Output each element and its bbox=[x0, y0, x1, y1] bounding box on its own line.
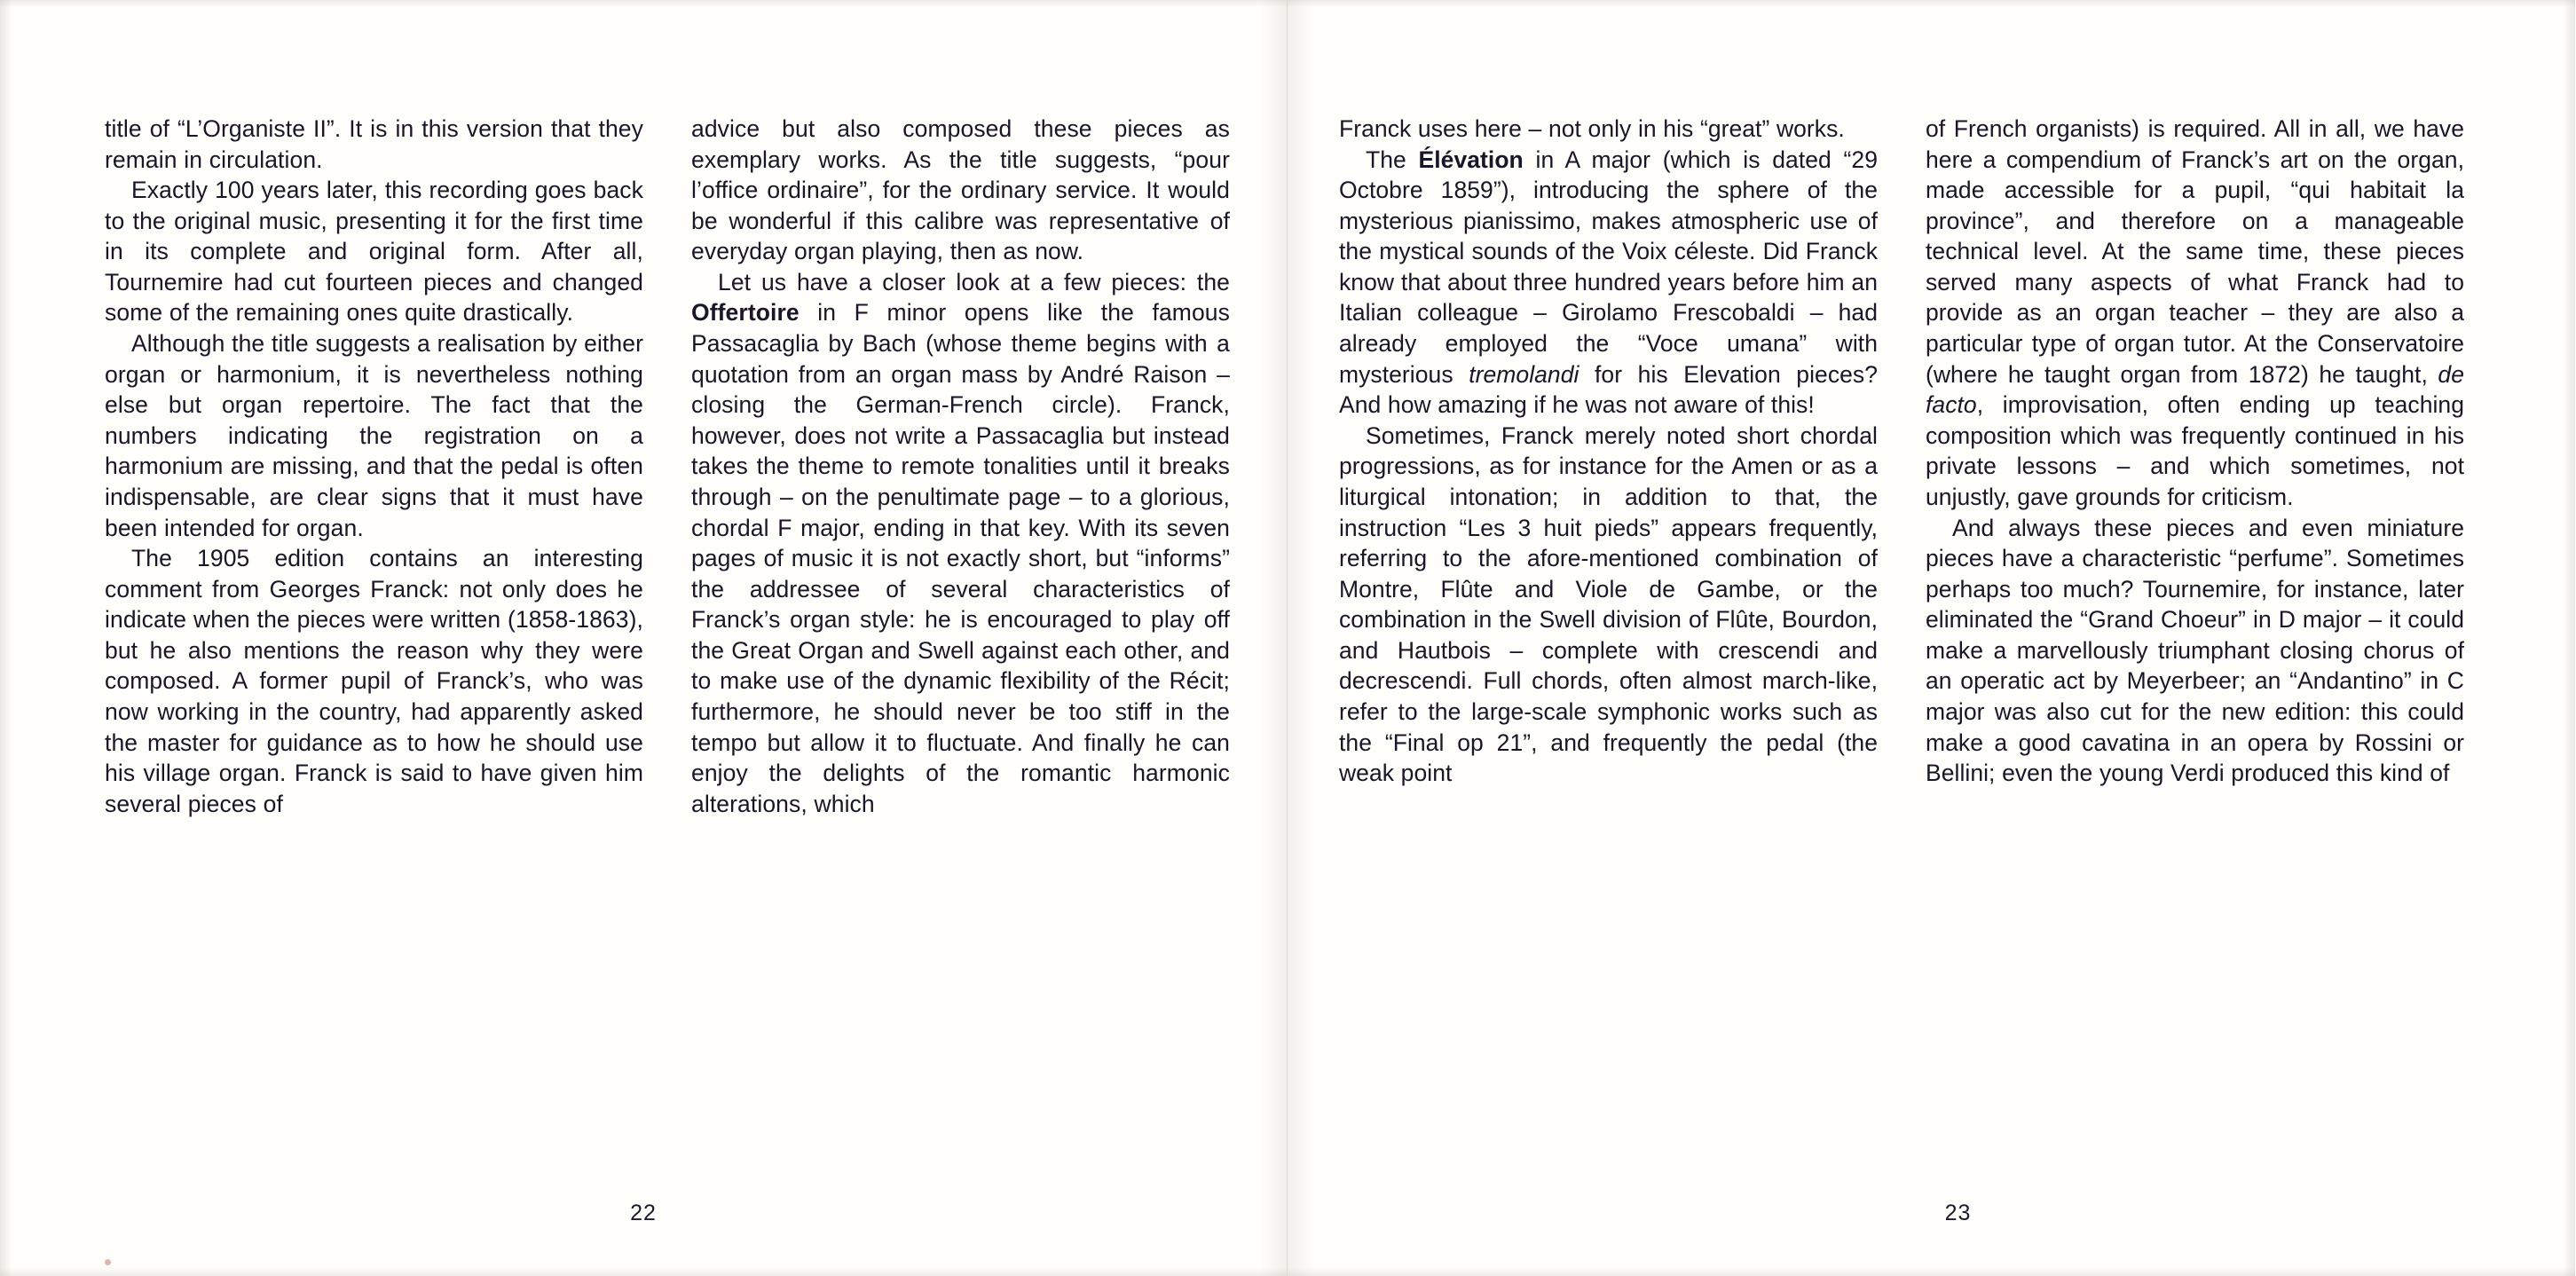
paragraph: Exactly 100 years later, this recording goes back to the original music, presenting it for the first time in its complete and original form. After all, Tournemire had cut fourteen pieces and changed some of the remaining ones quite drastically. bbox=[105, 177, 643, 327]
paragraph: of French organists) is required. All in all, we have here a compendium of Franck’s art on the organ, made accessible for a pupil, “qui habitait la province”, and therefore on a manageable technical level. At the same time, these pieces served many aspects of what Franck had to provide as an organ teacher – they are also a particular type of organ tutor. At the Conservatoire (where he taught organ from 1872) he taught, de facto, improvisation, often ending up teaching composition which was frequently continued in his private lessons – and which sometimes, not unjustly, gave grounds for criticism. bbox=[1926, 115, 2464, 510]
paper-speck bbox=[105, 1259, 111, 1265]
paragraph: Although the title suggests a realisation by either organ or harmonium, it is nevertheless nothing else but organ repertoire. The fact that the numbers indicating the registration on a harmonium are missing, and that the pedal is often indispensable, are clear signs that it must have been intended for organ. bbox=[105, 330, 643, 541]
paragraph: title of “L’Organiste II”. It is in this version that they remain in circulation. bbox=[105, 115, 643, 173]
paragraph: advice but also composed these pieces as exemplary works. As the title suggests, “pour l’office ordinaire”, for the ordinary service. It would be wonderful if this calibre was representative of everyday organ playing, then as now. bbox=[691, 115, 1230, 265]
page-top-edge-shadow bbox=[0, 0, 1287, 7]
paragraph: And always these pieces and even miniature pieces have a characteristic “perfume”. Sometimes perhaps too much? Tournemire, for instance, later eliminated the “Grand Choeur” in D major – it could make a marvellously triumphant closing chorus of an operatic act by Meyerbeer; an “Andantino” in C major was also cut for the new edition: this could make a good cavatina in an opera by Rossini or Bellini; even the young Verdi produced this kind of bbox=[1926, 514, 2464, 787]
page-outer-edge-shadow bbox=[2563, 0, 2575, 1276]
paragraph: Let us have a closer look at a few pieces: the Offertoire in F minor opens like the famous Passacaglia by Bach (whose theme begins with a quotation from an organ mass by André Raison – closing the German-French circle). Franck, however, does not write a Passacaglia but instead takes the theme to remote tonalities until it breaks through – on the penultimate page – to a glorious, chordal F major, ending in that key. With its seven pages of music it is not exactly short, but “informs” the addressee of several characteristics of Franck’s organ style: he is encouraged to play off the Great Organ and Swell against each other, and to make use of the dynamic flexibility of the Récit; furthermore, he should never be too stiff in the tempo but allow it to fluctuate. And finally he can enjoy the delights of the romantic harmonic alterations, which bbox=[691, 268, 1230, 817]
gutter-shadow bbox=[1288, 0, 1314, 1276]
page-bottom-edge-shadow bbox=[0, 1267, 1287, 1276]
paragraph: Franck uses here – not only in his “great” works. bbox=[1339, 115, 1845, 142]
right-page-columns bbox=[1339, 114, 2468, 1154]
paragraph: The 1905 edition contains an interesting comment from Georges Franck: not only does he indicate when the pieces were written (1858-1863), but he also mentions the reason why they were composed. A former pupil of Franck’s, who was now working in the country, had apparently asked the master for guidance as to how he should use his village organ. Franck is said to have given him several pieces of bbox=[105, 545, 643, 817]
page-top-edge-shadow bbox=[1288, 0, 2575, 7]
text-column-2 bbox=[691, 114, 1230, 1154]
text-column-3 bbox=[1339, 114, 1878, 1154]
text-column-1 bbox=[105, 114, 643, 1154]
page-bottom-edge-shadow bbox=[1288, 1267, 2575, 1276]
paragraph: Sometimes, Franck merely noted short chordal progressions, as for instance for the Amen or as a liturgical intonation; in addition to that, the instruction “Les 3 huit pieds” appears frequently, referring to the afore-mentioned combination of Montre, Flûte and Viole de Gambe, or the combination in the Swell division of Flûte, Bourdon, and Hautbois – complete with crescendi and decrescendi. Full chords, often almost march-like, refer to the large-scale symphonic works such as the “Final op 21”, and frequently the pedal (the weak point bbox=[1339, 421, 1878, 787]
gutter-shadow bbox=[1260, 0, 1287, 1276]
page-outer-edge-shadow bbox=[0, 0, 12, 1276]
left-page-columns bbox=[105, 114, 1230, 1154]
paragraph: The Élévation in A major (which is dated “29 Octobre 1859”), introducing the sphere of the mysterious pianissimo, makes atmospheric use of the mystical sounds of the Voix céleste. Did Franck know that about three hundred years before him an Italian colleague – Girolamo Frescobaldi – had already employed the “Voce umana” with mysterious tremolandi for his Elevation pieces? And how amazing if he was not aware of this! bbox=[1339, 146, 1878, 419]
page-number: 22 bbox=[630, 1201, 657, 1225]
page-number: 23 bbox=[1944, 1201, 1972, 1225]
right-page bbox=[1288, 0, 2575, 1276]
text-column-4 bbox=[1926, 114, 2464, 1154]
